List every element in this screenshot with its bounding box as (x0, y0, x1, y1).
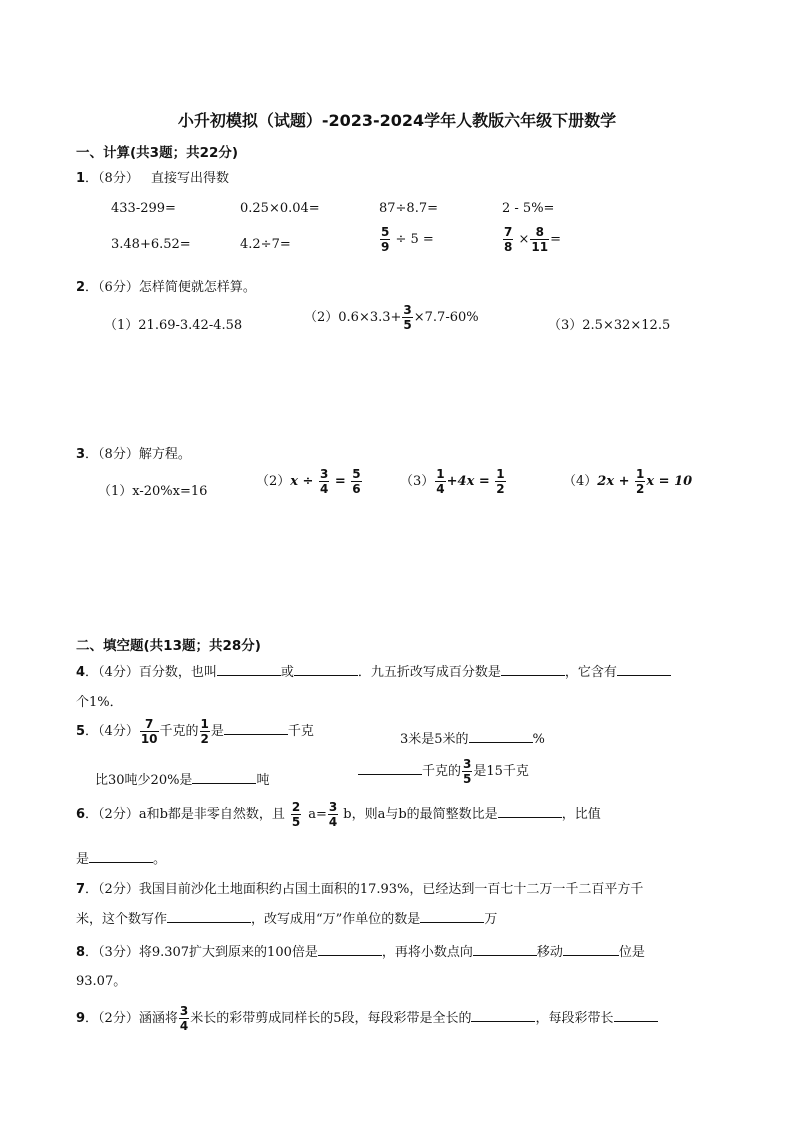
calc-item: 0.25×0.04= (240, 201, 320, 216)
answer-blank[interactable] (498, 805, 562, 818)
answer-blank[interactable] (614, 1009, 658, 1022)
sub-problem: （3）2.5×32×12.5 (548, 318, 671, 333)
question-prompt: 解方程。 (138, 447, 191, 462)
question-number: 6 (76, 807, 86, 822)
question-score: ．（8分） (85, 447, 139, 462)
fraction: $\frac{1}{4}$ (436, 467, 445, 496)
question-3-header (76, 443, 191, 462)
question-8: 8．（3分）将9.307扩大到原来的100倍是 ，再将小数点向 移动 位是 (76, 945, 645, 960)
equation: （4）2x + $\frac{1}{2}$ x = 10 (563, 467, 693, 496)
question-1-header (76, 167, 229, 186)
fraction: $\frac{1}{2}$ (200, 717, 209, 746)
answer-blank[interactable] (420, 910, 484, 923)
fraction: $\frac{8}{11}$ (531, 225, 549, 254)
answer-blank[interactable] (224, 722, 288, 735)
answer-blank[interactable] (318, 943, 382, 956)
question-2-header (76, 276, 256, 295)
section2-header: 二、填空题(共13题；共28分) (76, 638, 261, 654)
fraction: $\frac{3}{4}$ (319, 467, 329, 496)
calc-item: 4.2÷7= (240, 237, 291, 252)
answer-blank[interactable] (473, 943, 537, 956)
sub-problem: （2）0.6×3.3+ $\frac{3}{5}$ ×7.7-60% (304, 303, 479, 332)
fraction: $\frac{3}{5}$ (463, 757, 472, 786)
question-number: 7 (76, 882, 86, 897)
question-number: 1 (76, 171, 86, 186)
question-9: 9．（2分）涵涵将 $\frac{3}{4}$ 米长的彩带剪成同样长的5段，每段彩带是全长的 ，每段彩带长 (76, 1005, 658, 1032)
equation: （1）x-20%x=16 (98, 484, 208, 499)
answer-blank[interactable] (217, 663, 281, 676)
answer-blank[interactable] (563, 943, 619, 956)
fraction: $\frac{7}{10}$ (140, 717, 158, 746)
fraction: $\frac{5}{6}$ (352, 467, 361, 496)
question-number: 2 (76, 280, 86, 295)
answer-blank[interactable] (89, 850, 153, 863)
question-score: ．（8分） (85, 171, 139, 186)
question-5-b: 3米是5米的 % (400, 732, 545, 747)
question-7-cont: 米，这个数写作 ，改写成用“万”作单位的数是 万 (76, 912, 498, 927)
equation: （3） $\frac{1}{4}$ +4x = $\frac{1}{2}$ (400, 467, 505, 496)
calc-item: 87÷8.7= (379, 201, 439, 216)
calc-item-fraction: $\frac{5}{9}$ ÷ 5 = (381, 225, 434, 254)
fraction: $\frac{1}{2}$ (636, 467, 645, 496)
answer-blank[interactable] (471, 1009, 535, 1022)
fraction: $\frac{1}{2}$ (496, 467, 505, 496)
fraction: $\frac{3}{4}$ (328, 800, 338, 829)
question-4-cont: 个1%． (76, 695, 123, 710)
calc-item: 2 - 5%= (502, 201, 555, 216)
calc-item: 433-299= (111, 201, 176, 216)
answer-blank[interactable] (294, 663, 358, 676)
question-prompt: 怎样简便就怎样算。 (138, 280, 256, 295)
question-number: 9 (76, 1011, 86, 1026)
fraction: $\frac{5}{9}$ (381, 225, 390, 254)
section1-header: 一、计算(共3题；共22分) (76, 145, 239, 161)
question-8-cont: 93.07。 (76, 974, 127, 989)
question-number: 3 (76, 447, 86, 462)
page-title: 小升初模拟（试题）-2023-2024学年人教版六年级下册数学 (177, 111, 617, 130)
question-5-a: 5．（4分） $\frac{7}{10}$ 千克的 $\frac{1}{2}$ 是 千克 (76, 717, 314, 746)
answer-blank[interactable] (501, 663, 565, 676)
answer-blank[interactable] (167, 910, 251, 923)
calc-item-fraction: $\frac{7}{8}$ × $\frac{8}{11}$ = (504, 225, 562, 254)
question-4: 4．（4分）百分数，也叫 或 ．九五折改写成百分数是 ，它含有 (76, 661, 671, 680)
answer-blank[interactable] (358, 762, 422, 775)
fraction: $\frac{3}{4}$ (179, 1004, 189, 1033)
question-number: 8 (76, 945, 86, 960)
question-number: 5 (76, 724, 86, 739)
question-6: 6．（2分）a和b都是非零自然数，且 $\frac{2}{5}$ a= $\frac{3}{4}$ b，则a与b的最简整数比是 ，比值 (76, 800, 601, 829)
calc-item: 3.48+6.52= (111, 237, 191, 252)
question-5-d: 千克的 $\frac{3}{5}$ 是15千克 (358, 758, 529, 785)
equation: （2）x ÷ $\frac{3}{4}$ = $\frac{5}{6}$ (256, 467, 361, 496)
fraction: $\frac{7}{8}$ (504, 225, 513, 254)
question-5-c: 比30吨少20%是 吨 (95, 773, 270, 788)
sub-problem: （1）21.69-3.42-4.58 (104, 318, 243, 333)
question-6-cont: 是 。 (76, 852, 167, 867)
fraction: $\frac{3}{5}$ (403, 303, 412, 332)
answer-blank[interactable] (192, 771, 256, 784)
question-7: 7．（2分）我国目前沙化土地面积约占国土面积的17.93%，已经达到一百七十二万一千二百平方千 (76, 882, 644, 897)
answer-blank[interactable] (469, 730, 533, 743)
question-prompt: 直接写出得数 (150, 171, 229, 186)
answer-blank[interactable] (617, 663, 671, 676)
question-score: ．（6分） (85, 280, 139, 295)
fraction: $\frac{2}{5}$ (291, 800, 301, 829)
question-number: 4 (76, 665, 86, 680)
